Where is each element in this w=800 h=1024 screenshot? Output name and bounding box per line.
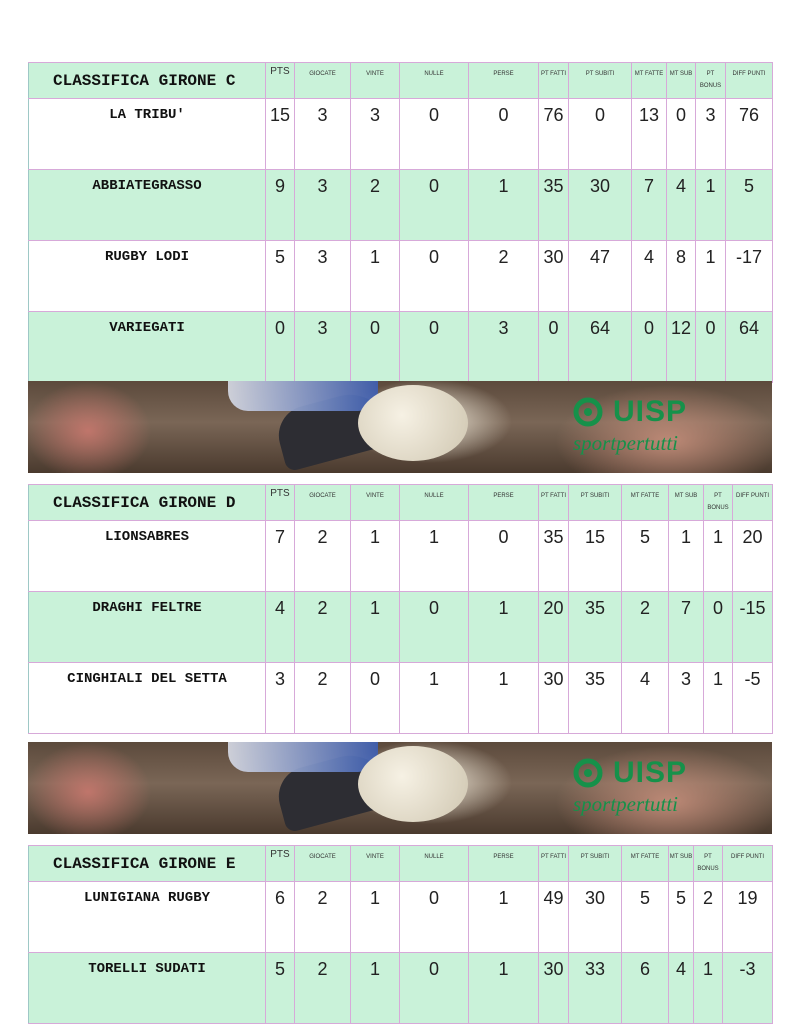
diff-punti-value: 20 bbox=[733, 521, 773, 592]
header-row bbox=[29, 485, 773, 521]
pt-subiti-value: 0 bbox=[569, 99, 632, 170]
uisp-banner bbox=[28, 381, 772, 473]
col-header-mt-sub: MT SUB bbox=[669, 485, 704, 521]
col-header-perse: PERSE bbox=[469, 63, 539, 99]
col-header-nulle: NULLE bbox=[400, 846, 469, 882]
mt-fatte-value: 5 bbox=[622, 521, 669, 592]
mt-fatte-value: 2 bbox=[622, 592, 669, 663]
team-row bbox=[29, 99, 773, 170]
col-header-giocate: GIOCATE bbox=[295, 63, 351, 99]
pt-subiti-value: 30 bbox=[569, 170, 632, 241]
col-header-vinte: VINTE bbox=[351, 63, 400, 99]
mt-sub-value: 12 bbox=[667, 312, 696, 383]
pt-fatti-value: 0 bbox=[539, 312, 569, 383]
col-header-pt-bonus: PT BONUS bbox=[694, 846, 723, 882]
nulle-value: 0 bbox=[400, 241, 469, 312]
vinte-value: 0 bbox=[351, 663, 400, 734]
vinte-value: 1 bbox=[351, 592, 400, 663]
pt-fatti-value: 30 bbox=[539, 241, 569, 312]
uisp-tagline: sportpertutti bbox=[573, 792, 679, 816]
nulle-value: 0 bbox=[400, 312, 469, 383]
giocate-value: 3 bbox=[295, 241, 351, 312]
uisp-logo-mark-icon bbox=[573, 397, 607, 427]
pt-fatti-value: 20 bbox=[539, 592, 569, 663]
group-title: CLASSIFICA GIRONE E bbox=[29, 846, 266, 882]
pt-bonus-value: 0 bbox=[696, 312, 726, 383]
uisp-logo bbox=[573, 756, 763, 822]
col-header-mt-sub: MT SUB bbox=[667, 63, 696, 99]
vinte-value: 2 bbox=[351, 170, 400, 241]
vinte-value: 1 bbox=[351, 521, 400, 592]
giocate-value: 2 bbox=[295, 521, 351, 592]
mt-fatte-value: 5 bbox=[622, 882, 669, 953]
giocate-value: 3 bbox=[295, 99, 351, 170]
col-header-mt-sub: MT SUB bbox=[669, 846, 694, 882]
pt-fatti-value: 49 bbox=[539, 882, 569, 953]
pt-bonus-value: 3 bbox=[696, 99, 726, 170]
col-header-perse: PERSE bbox=[469, 846, 539, 882]
vinte-value: 3 bbox=[351, 99, 400, 170]
perse-value: 1 bbox=[469, 663, 539, 734]
nulle-value: 0 bbox=[400, 592, 469, 663]
pts-value: 3 bbox=[266, 663, 295, 734]
mt-fatte-value: 4 bbox=[622, 663, 669, 734]
pt-bonus-value: 1 bbox=[704, 663, 733, 734]
col-header-mt-fatte: MT FATTE bbox=[622, 846, 669, 882]
pt-subiti-value: 15 bbox=[569, 521, 622, 592]
vinte-value: 1 bbox=[351, 953, 400, 1024]
mt-sub-value: 4 bbox=[667, 170, 696, 241]
team-name: RUGBY LODI bbox=[29, 241, 266, 312]
team-name: LA TRIBU' bbox=[29, 99, 266, 170]
pt-subiti-value: 35 bbox=[569, 663, 622, 734]
giocate-value: 3 bbox=[295, 170, 351, 241]
pt-bonus-value: 1 bbox=[696, 241, 726, 312]
col-header-pt-fatti: PT FATTI bbox=[539, 485, 569, 521]
team-row bbox=[29, 882, 773, 953]
header-row bbox=[29, 846, 773, 882]
col-header-nulle: NULLE bbox=[400, 63, 469, 99]
pts-value: 0 bbox=[266, 312, 295, 383]
pt-fatti-value: 30 bbox=[539, 953, 569, 1024]
uisp-tagline: sportpertutti bbox=[573, 431, 679, 455]
mt-sub-value: 5 bbox=[669, 882, 694, 953]
pts-value: 4 bbox=[266, 592, 295, 663]
pts-value: 7 bbox=[266, 521, 295, 592]
mt-sub-value: 8 bbox=[667, 241, 696, 312]
uisp-brand-text: UISP bbox=[613, 756, 688, 789]
pt-bonus-value: 1 bbox=[696, 170, 726, 241]
uisp-brand-text: UISP bbox=[613, 395, 688, 428]
col-header-diff-punti: DIFF PUNTI bbox=[726, 63, 773, 99]
mt-fatte-value: 0 bbox=[632, 312, 667, 383]
diff-punti-value: -5 bbox=[733, 663, 773, 734]
vinte-value: 1 bbox=[351, 882, 400, 953]
col-header-diff-punti: DIFF PUNTI bbox=[723, 846, 773, 882]
col-header-pt-bonus: PT BONUS bbox=[696, 63, 726, 99]
pts-value: 5 bbox=[266, 241, 295, 312]
col-header-pt-fatti: PT FATTI bbox=[539, 63, 569, 99]
pt-fatti-value: 35 bbox=[539, 521, 569, 592]
vinte-value: 0 bbox=[351, 312, 400, 383]
mt-sub-value: 3 bbox=[669, 663, 704, 734]
giocate-value: 2 bbox=[295, 592, 351, 663]
col-header-giocate: GIOCATE bbox=[295, 846, 351, 882]
group-title: CLASSIFICA GIRONE C bbox=[29, 63, 266, 99]
perse-value: 1 bbox=[469, 953, 539, 1024]
pts-value: 6 bbox=[266, 882, 295, 953]
mt-fatte-value: 7 bbox=[632, 170, 667, 241]
col-header-pts: PTS bbox=[266, 485, 295, 521]
team-name: ABBIATEGRASSO bbox=[29, 170, 266, 241]
pts-value: 15 bbox=[266, 99, 295, 170]
team-row bbox=[29, 663, 773, 734]
col-header-perse: PERSE bbox=[469, 485, 539, 521]
perse-value: 2 bbox=[469, 241, 539, 312]
col-header-pt-bonus: PT BONUS bbox=[704, 485, 733, 521]
team-name: DRAGHI FELTRE bbox=[29, 592, 266, 663]
mt-sub-value: 4 bbox=[669, 953, 694, 1024]
perse-value: 1 bbox=[469, 592, 539, 663]
perse-value: 0 bbox=[469, 99, 539, 170]
standings-table-girone-c bbox=[28, 62, 773, 383]
team-row bbox=[29, 170, 773, 241]
pt-subiti-value: 35 bbox=[569, 592, 622, 663]
giocate-value: 2 bbox=[295, 953, 351, 1024]
sock-image bbox=[228, 381, 378, 411]
team-row bbox=[29, 521, 773, 592]
pt-fatti-value: 76 bbox=[539, 99, 569, 170]
pts-value: 9 bbox=[266, 170, 295, 241]
col-header-pt-subiti: PT SUBITI bbox=[569, 846, 622, 882]
team-row bbox=[29, 953, 773, 1024]
standings-table-girone-e bbox=[28, 845, 773, 1024]
perse-value: 1 bbox=[469, 882, 539, 953]
col-header-pts: PTS bbox=[266, 63, 295, 99]
diff-punti-value: -3 bbox=[723, 953, 773, 1024]
team-name: VARIEGATI bbox=[29, 312, 266, 383]
col-header-vinte: VINTE bbox=[351, 485, 400, 521]
mt-sub-value: 1 bbox=[669, 521, 704, 592]
pt-subiti-value: 30 bbox=[569, 882, 622, 953]
col-header-mt-fatte: MT FATTE bbox=[622, 485, 669, 521]
nulle-value: 0 bbox=[400, 99, 469, 170]
team-row bbox=[29, 241, 773, 312]
pt-subiti-value: 47 bbox=[569, 241, 632, 312]
standings-table-girone-d bbox=[28, 484, 773, 734]
diff-punti-value: 5 bbox=[726, 170, 773, 241]
diff-punti-value: 76 bbox=[726, 99, 773, 170]
pt-subiti-value: 33 bbox=[569, 953, 622, 1024]
mt-sub-value: 7 bbox=[669, 592, 704, 663]
pt-bonus-value: 2 bbox=[694, 882, 723, 953]
mt-sub-value: 0 bbox=[667, 99, 696, 170]
col-header-giocate: GIOCATE bbox=[295, 485, 351, 521]
diff-punti-value: -15 bbox=[733, 592, 773, 663]
pt-fatti-value: 30 bbox=[539, 663, 569, 734]
pt-subiti-value: 64 bbox=[569, 312, 632, 383]
sock-image bbox=[228, 742, 378, 772]
nulle-value: 1 bbox=[400, 663, 469, 734]
nulle-value: 0 bbox=[400, 170, 469, 241]
uisp-logo bbox=[573, 395, 763, 461]
col-header-diff-punti: DIFF PUNTI bbox=[733, 485, 773, 521]
team-name: TORELLI SUDATI bbox=[29, 953, 266, 1024]
perse-value: 3 bbox=[469, 312, 539, 383]
group-title: CLASSIFICA GIRONE D bbox=[29, 485, 266, 521]
pt-bonus-value: 0 bbox=[704, 592, 733, 663]
header-row bbox=[29, 63, 773, 99]
col-header-pt-subiti: PT SUBITI bbox=[569, 485, 622, 521]
diff-punti-value: -17 bbox=[726, 241, 773, 312]
perse-value: 1 bbox=[469, 170, 539, 241]
mt-fatte-value: 6 bbox=[622, 953, 669, 1024]
col-header-pt-fatti: PT FATTI bbox=[539, 846, 569, 882]
diff-punti-value: 19 bbox=[723, 882, 773, 953]
uisp-logo-mark-icon bbox=[573, 758, 607, 788]
col-header-nulle: NULLE bbox=[400, 485, 469, 521]
pts-value: 5 bbox=[266, 953, 295, 1024]
nulle-value: 0 bbox=[400, 953, 469, 1024]
nulle-value: 0 bbox=[400, 882, 469, 953]
perse-value: 0 bbox=[469, 521, 539, 592]
mt-fatte-value: 4 bbox=[632, 241, 667, 312]
team-row bbox=[29, 592, 773, 663]
giocate-value: 2 bbox=[295, 663, 351, 734]
col-header-vinte: VINTE bbox=[351, 846, 400, 882]
col-header-pt-subiti: PT SUBITI bbox=[569, 63, 632, 99]
uisp-banner bbox=[28, 742, 772, 834]
col-header-pts: PTS bbox=[266, 846, 295, 882]
mt-fatte-value: 13 bbox=[632, 99, 667, 170]
team-name: LUNIGIANA RUGBY bbox=[29, 882, 266, 953]
nulle-value: 1 bbox=[400, 521, 469, 592]
pt-bonus-value: 1 bbox=[704, 521, 733, 592]
diff-punti-value: 64 bbox=[726, 312, 773, 383]
team-name: LIONSABRES bbox=[29, 521, 266, 592]
pt-bonus-value: 1 bbox=[694, 953, 723, 1024]
team-row bbox=[29, 312, 773, 383]
vinte-value: 1 bbox=[351, 241, 400, 312]
team-name: CINGHIALI DEL SETTA bbox=[29, 663, 266, 734]
giocate-value: 3 bbox=[295, 312, 351, 383]
rugby-ball-image bbox=[358, 746, 468, 822]
rugby-ball-image bbox=[358, 385, 468, 461]
giocate-value: 2 bbox=[295, 882, 351, 953]
pt-fatti-value: 35 bbox=[539, 170, 569, 241]
col-header-mt-fatte: MT FATTE bbox=[632, 63, 667, 99]
